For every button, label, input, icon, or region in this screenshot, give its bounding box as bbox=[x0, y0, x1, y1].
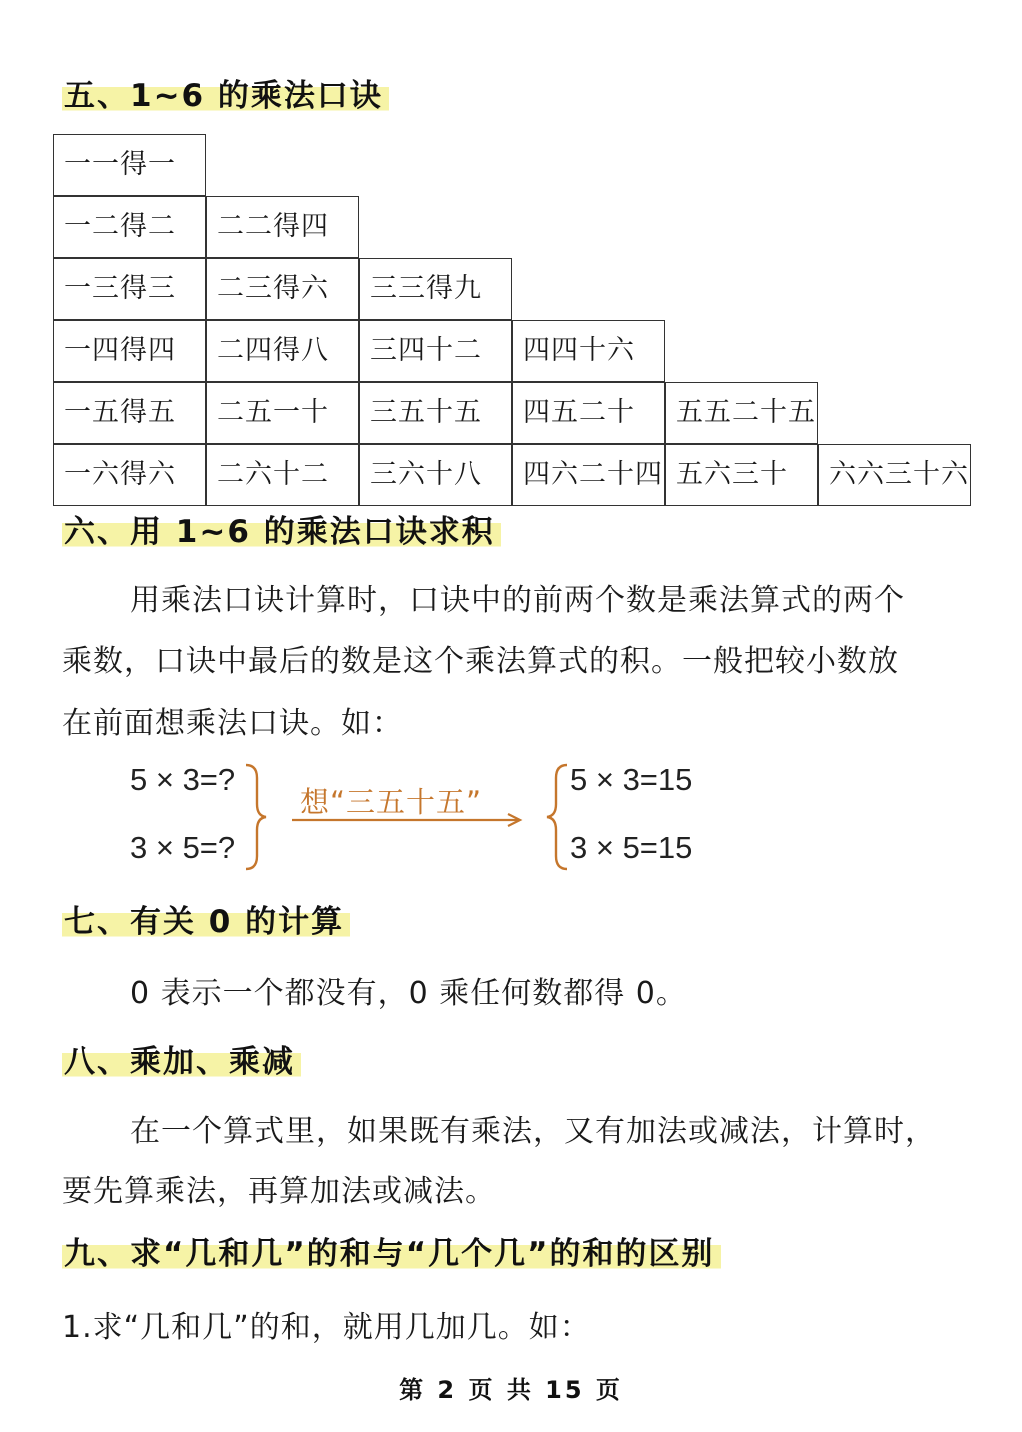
table-cell: 六六三十六 bbox=[818, 444, 971, 506]
table-cell: 二六十二 bbox=[206, 444, 359, 506]
section-6-line-3: 在前面想乘法口诀。如： bbox=[62, 706, 403, 741]
table-cell: 一三得三 bbox=[53, 258, 206, 320]
example-right-equation-1: 5 × 3=15 bbox=[570, 762, 693, 797]
example-left-equation-2: 3 × 5=? bbox=[130, 830, 236, 865]
left-brace-icon bbox=[544, 762, 570, 872]
example-left-equation-1: 5 × 3=? bbox=[130, 762, 236, 797]
table-cell: 五六三十 bbox=[665, 444, 818, 506]
table-cell: 四四十六 bbox=[512, 320, 665, 382]
table-cell: 一二得二 bbox=[53, 196, 206, 258]
table-cell: 三五十五 bbox=[359, 382, 512, 444]
table-cell: 三四十二 bbox=[359, 320, 512, 382]
section-6-line-1: 用乘法口诀计算时，口诀中的前两个数是乘法算式的两个 bbox=[130, 583, 905, 618]
section-8-line-1: 在一个算式里，如果既有乘法，又有加法或减法，计算时， bbox=[130, 1114, 936, 1149]
table-cell: 五五二十五 bbox=[665, 382, 818, 444]
table-cell: 四六二十四 bbox=[512, 444, 665, 506]
section-6-line-2: 乘数，口诀中最后的数是这个乘法算式的积。一般把较小数放 bbox=[62, 644, 899, 679]
section-8-line-2: 要先算乘法，再算加法或减法。 bbox=[62, 1174, 496, 1209]
page-footer: 第 2 页 共 15 页 bbox=[399, 1376, 623, 1404]
table-cell: 三三得九 bbox=[359, 258, 512, 320]
table-cell: 二二得四 bbox=[206, 196, 359, 258]
table-cell: 二三得六 bbox=[206, 258, 359, 320]
section-8-heading: 八、乘加、乘减 bbox=[62, 1036, 301, 1081]
table-cell: 一四得四 bbox=[53, 320, 206, 382]
think-mnemonic-label: 想“三五十五” bbox=[300, 785, 483, 819]
section-6-heading: 六、用 1~6 的乘法口诀求积 bbox=[62, 506, 501, 551]
table-cell: 二四得八 bbox=[206, 320, 359, 382]
table-cell: 一五得五 bbox=[53, 382, 206, 444]
right-brace-icon bbox=[243, 762, 269, 872]
table-cell: 三六十八 bbox=[359, 444, 512, 506]
table-cell: 四五二十 bbox=[512, 382, 665, 444]
section-9-item-1: 1.求“几和几”的和，就用几加几。如： bbox=[62, 1310, 591, 1345]
section-5-heading: 五、1~6 的乘法口诀 bbox=[62, 70, 389, 115]
table-cell: 一六得六 bbox=[53, 444, 206, 506]
section-9-heading: 九、求“几和几”的和与“几个几”的和的区别 bbox=[62, 1228, 721, 1273]
table-cell: 二五一十 bbox=[206, 382, 359, 444]
example-right-equation-2: 3 × 5=15 bbox=[570, 830, 693, 865]
arrow-right-icon bbox=[292, 812, 524, 828]
table-cell: 一一得一 bbox=[53, 134, 206, 196]
section-7-text: 0 表示一个都没有，0 乘任何数都得 0。 bbox=[130, 976, 687, 1011]
section-7-heading: 七、有关 0 的计算 bbox=[62, 896, 350, 941]
